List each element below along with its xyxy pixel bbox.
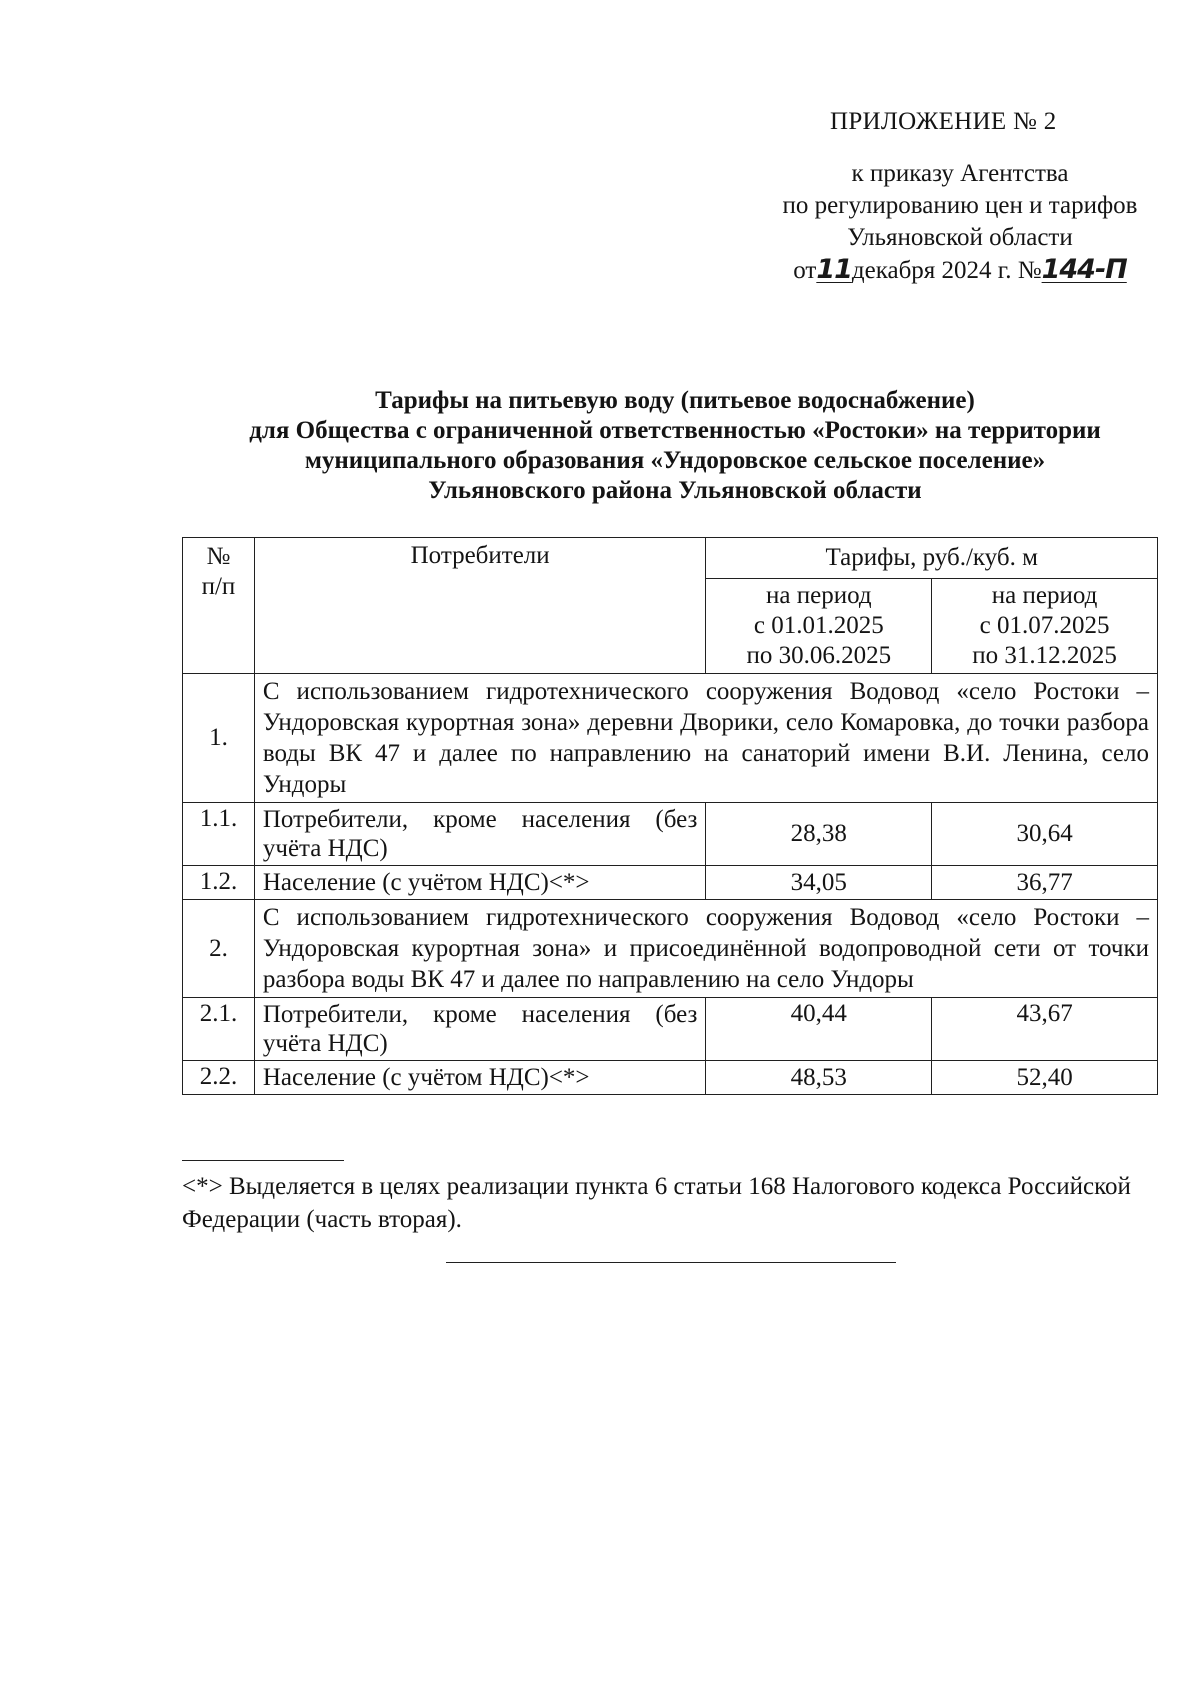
row-number: 1.2. xyxy=(183,866,255,900)
header-consumers: Потребители xyxy=(254,538,706,674)
date-rest: декабря 2024 г. № xyxy=(851,257,1042,284)
footnote: <*> Выделяется в целях реализации пункта 6 статьи 168 Налогового кодекса Российской Федерации (часть вторая). xyxy=(182,1173,1131,1233)
tariff-period-2: 36,77 xyxy=(932,866,1158,900)
table-header-row xyxy=(183,538,1158,579)
end-rule xyxy=(446,1262,896,1263)
title-line: Ульяновского района Ульяновской области xyxy=(428,477,922,504)
handwritten-day: 11 xyxy=(816,254,852,285)
row-number: 2.1. xyxy=(183,998,255,1061)
appendix-ref-line: по регулированию цен и тарифов xyxy=(782,192,1138,219)
row-number: 1.1. xyxy=(183,803,255,866)
title-line: муниципального образования «Ундоровское сельское поселение» xyxy=(304,447,1046,474)
header-number: № п/п xyxy=(183,538,255,674)
row-consumer: Потребители, кроме населения (без учёта НДС) xyxy=(254,998,706,1061)
section-number: 1. xyxy=(183,674,255,803)
handwritten-order-number: 144-П xyxy=(1041,254,1127,285)
table-row xyxy=(183,1061,1158,1095)
header-tariffs: Тарифы, руб./куб. м xyxy=(706,538,1158,579)
tariff-period-1: 28,38 xyxy=(706,803,932,866)
appendix-reference xyxy=(740,158,1180,287)
appendix-ref-line: Ульяновской области xyxy=(847,224,1073,251)
section-row xyxy=(183,674,1158,803)
tariff-period-2: 30,64 xyxy=(932,803,1158,866)
table-row xyxy=(183,866,1158,900)
title-line: для Общества с ограниченной ответственностью «Ростоки» на территории xyxy=(249,417,1101,444)
header-period-1: на период с 01.01.2025 по 30.06.2025 xyxy=(706,579,932,674)
tariff-period-2: 43,67 xyxy=(932,998,1158,1061)
appendix-title: ПРИЛОЖЕНИЕ № 2 xyxy=(830,108,1057,135)
section-description: С использованием гидротехнического сооружения Водовод «село Ростоки – Ундоровская курортная зона» и присоединённой водопроводной сети от точки разбора воды ВК 47 и далее по направлению на село Ундоры xyxy=(254,900,1157,998)
appendix-ref-line: к приказу Агентства xyxy=(851,160,1069,187)
date-prefix: от xyxy=(793,257,817,284)
table-row xyxy=(183,998,1158,1061)
tariff-period-2: 52,40 xyxy=(932,1061,1158,1095)
section-row xyxy=(183,900,1158,998)
tariff-period-1: 34,05 xyxy=(706,866,932,900)
row-consumer: Потребители, кроме населения (без учёта НДС) xyxy=(254,803,706,866)
order-date-line xyxy=(793,254,1127,287)
tariff-period-1: 40,44 xyxy=(706,998,932,1061)
row-consumer: Население (с учётом НДС)<*> xyxy=(254,866,706,900)
tariff-table xyxy=(182,537,1158,1095)
table-row xyxy=(183,803,1158,866)
document-title xyxy=(170,386,1180,506)
title-line: Тарифы на питьевую воду (питьевое водоснабжение) xyxy=(375,387,975,414)
tariff-period-1: 48,53 xyxy=(706,1061,932,1095)
row-number: 2.2. xyxy=(183,1061,255,1095)
section-number: 2. xyxy=(183,900,255,998)
header-period-2: на период с 01.07.2025 по 31.12.2025 xyxy=(932,579,1158,674)
section-description: С использованием гидротехнического сооружения Водовод «село Ростоки – Ундоровская курортная зона» деревни Дворики, село Комаровка, до точки разбора воды ВК 47 и далее по направлению на санаторий имени В.И. Ленина, село Ундоры xyxy=(254,674,1157,803)
row-consumer: Население (с учётом НДС)<*> xyxy=(254,1061,706,1095)
footnote-separator xyxy=(182,1160,344,1161)
